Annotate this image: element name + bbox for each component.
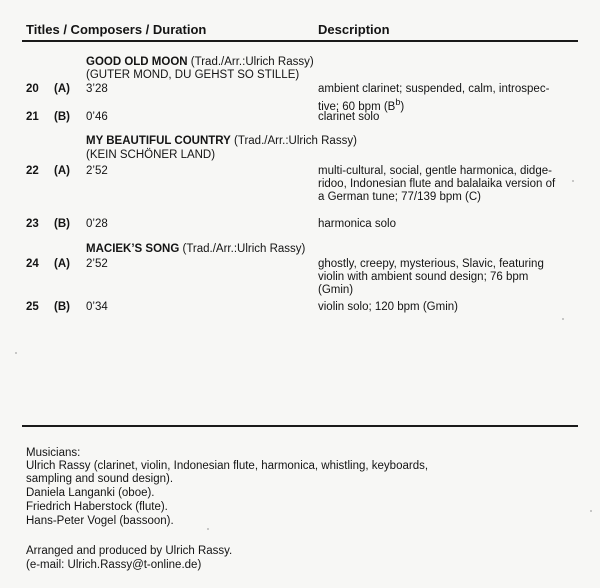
- track-description: [318, 258, 580, 297]
- track-description: [318, 218, 580, 231]
- credit-line: Daniela Langanki (oboe).: [26, 487, 155, 499]
- track-number: 24: [26, 258, 39, 270]
- description-line: (Gmin): [318, 284, 354, 296]
- group-credit: (Trad./Arr.:Ulrich Rassy): [179, 243, 306, 255]
- track-description: [318, 301, 580, 314]
- track-version: (B): [54, 301, 70, 313]
- track-duration: 2’52: [86, 258, 108, 270]
- group-subtitle: (KEIN SCHÖNER LAND): [86, 149, 216, 161]
- scan-speck: [572, 180, 574, 182]
- track-duration: 3’28: [86, 83, 108, 95]
- group-title: MACIEK’S SONG: [86, 243, 180, 255]
- producer-line: Arranged and produced by Ulrich Rassy.: [26, 545, 233, 557]
- credit-line: Ulrich Rassy (clarinet, violin, Indonesian flute, harmonica, whistling, keyboards,: [26, 460, 429, 472]
- track-duration: 0’46: [86, 111, 108, 123]
- track-duration: 0’34: [86, 301, 108, 313]
- description-line: multi-cultural, social, gentle harmonica, didge-: [318, 165, 552, 177]
- flat-superscript: b: [395, 97, 401, 107]
- track-number: 23: [26, 218, 39, 230]
- description-line: ghostly, creepy, mysterious, Slavic, featuring: [318, 258, 544, 270]
- header-titles-composers-duration: Titles / Composers / Duration: [26, 22, 207, 37]
- group-title: MY BEAUTIFUL COUNTRY: [86, 135, 231, 147]
- scan-speck: [562, 318, 564, 320]
- track-number: 21: [26, 111, 39, 123]
- group-title-line: [86, 135, 357, 148]
- track-version: (B): [54, 218, 70, 230]
- track-description: [318, 83, 580, 114]
- track-version: (A): [54, 165, 70, 177]
- track-version: (A): [54, 258, 70, 270]
- credit-line: Hans-Peter Vogel (bassoon).: [26, 515, 174, 527]
- description-line-tail: ): [400, 100, 405, 113]
- group-credit: (Trad./Arr.:Ulrich Rassy): [187, 56, 314, 68]
- track-number: 22: [26, 165, 39, 177]
- header-description: Description: [318, 22, 390, 37]
- credit-line: Friedrich Haberstock (flute).: [26, 501, 168, 513]
- track-duration: 0’28: [86, 218, 108, 230]
- track-version: (B): [54, 111, 70, 123]
- description-line: ridoo, Indonesian flute and balalaika version of: [318, 178, 556, 190]
- group-credit: (Trad./Arr.:Ulrich Rassy): [230, 135, 357, 147]
- track-number: 25: [26, 301, 39, 313]
- footer-rule: [22, 425, 578, 427]
- description-line: ambient clarinet; suspended, calm, introspec-: [318, 83, 550, 95]
- track-duration: 2’52: [86, 165, 108, 177]
- description-line: harmonica solo: [318, 218, 396, 230]
- track-version: (A): [54, 83, 70, 95]
- description-line: violin solo; 120 bpm (Gmin): [318, 301, 458, 313]
- group-title: GOOD OLD MOON: [86, 56, 188, 68]
- track-description: [318, 165, 580, 204]
- track-number: 20: [26, 83, 39, 95]
- track-description: [318, 111, 580, 124]
- header-rule: [22, 40, 578, 42]
- description-line-text: tive; 60 bpm (B: [318, 100, 396, 113]
- scan-speck: [15, 352, 17, 354]
- group-title-line: [86, 243, 305, 256]
- musicians-heading: Musicians:: [26, 447, 81, 459]
- scan-speck: [207, 528, 209, 530]
- group-title-line: [86, 56, 314, 69]
- description-line: a German tune; 77/139 bpm (C): [318, 191, 481, 203]
- description-line: violin with ambient sound design; 76 bpm: [318, 271, 529, 283]
- scan-speck: [590, 510, 592, 512]
- credit-line: sampling and sound design).: [26, 473, 174, 485]
- description-line: clarinet solo: [318, 111, 380, 123]
- email-line: (e-mail: Ulrich.Rassy@t-online.de): [26, 559, 202, 571]
- group-subtitle: (GUTER MOND, DU GEHST SO STILLE): [86, 69, 300, 81]
